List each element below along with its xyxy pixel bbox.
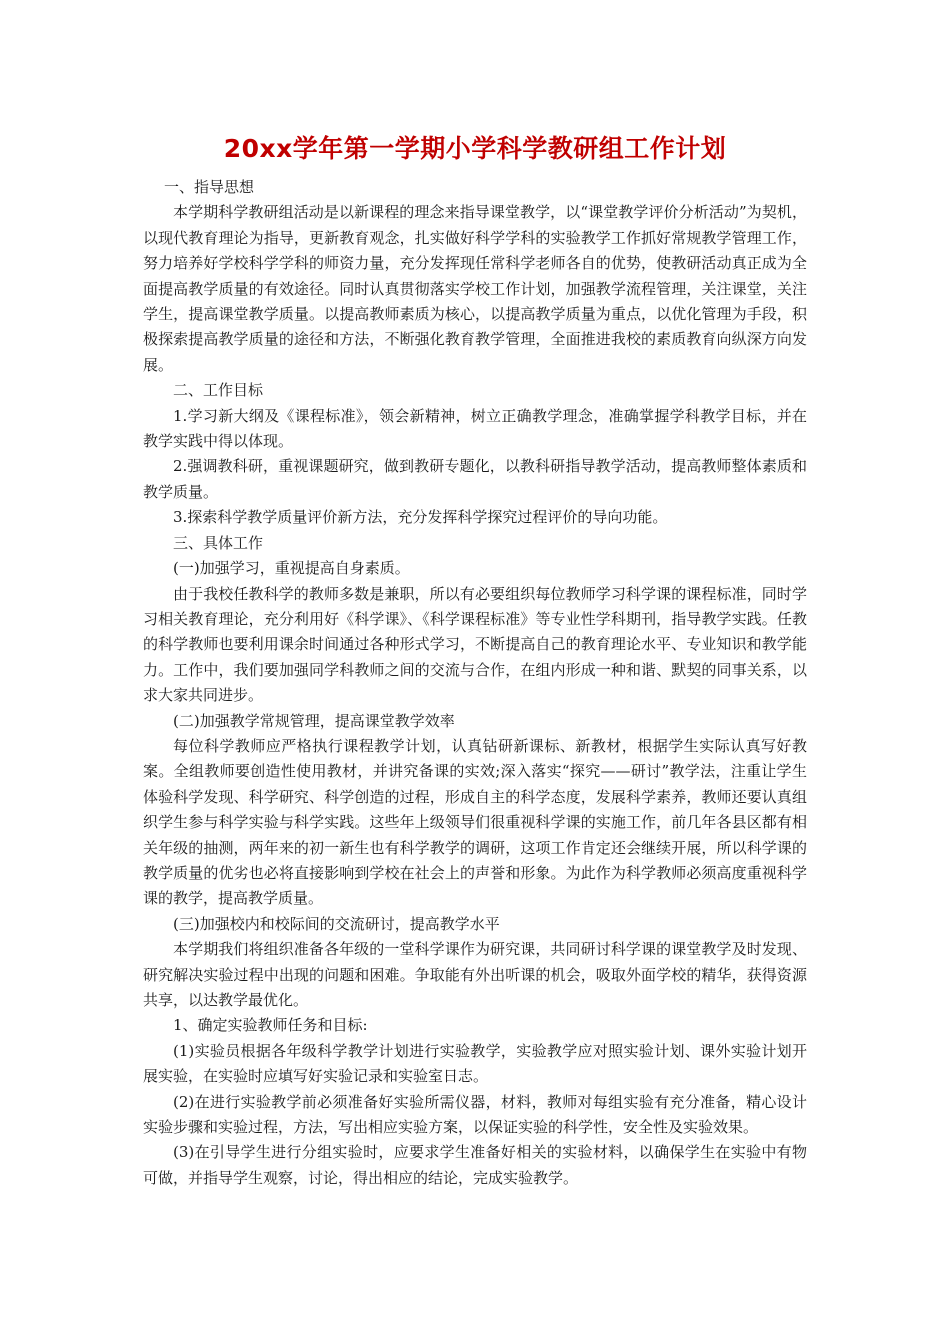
document-title: 20xx学年第一学期小学科学教研组工作计划: [223, 134, 727, 163]
list-item: (1)实验员根据各年级科学教学计划进行实验教学，实验教学应对照实验计划、课外实验计划开展实验，在实验时应填写好实验记录和实验室日志。: [143, 1041, 807, 1086]
subsection-heading: (一)加强学习，重视提高自身素质。: [173, 559, 410, 578]
paragraph: 3.探索科学教学质量评价新方法，充分发挥科学探究过程评价的导向功能。: [173, 508, 668, 527]
section-heading: 一、指导思想: [164, 178, 255, 196]
list-heading: 1、确定实验教师任务和目标:: [173, 1016, 368, 1035]
paragraph: 1.学习新大纲及《课程标准》，领会新精神，树立正确教学理念，准确掌握学科教学目标，并在教学实践中得以体现。: [143, 406, 807, 451]
paragraph: 2.强调教科研，重视课题研究，做到教研专题化，以教科研指导教学活动，提高教师整体素质和教学质量。: [143, 457, 807, 501]
subsection-heading: (二)加强教学常规管理，提高课堂教学效率: [173, 711, 455, 730]
section-heading: 二、工作目标: [173, 381, 264, 400]
document-body: [143, 175, 807, 1191]
list-item: (3)在引导学生进行分组实验时，应要求学生准备好相关的实验材料，以确保学生在实验中有物可做，并指导学生观察，讨论，得出相应的结论，完成实验教学。: [143, 1143, 807, 1187]
paragraph: 本学期我们将组织准备各年级的一堂科学课作为研究课，共同研讨科学课的课堂教学及时发现、研究解决实验过程中出现的问题和困难。争取能有外出听课的机会，吸取外面学校的精华，获得资源共享，以达教学最优化。: [143, 940, 807, 1009]
paragraph: 本学期科学教研组活动是以新课程的理念来指导课堂教学，以“课堂教学评价分析活动”为契机，以现代教育理论为指导，更新教育观念，扎实做好科学学科的实验教学工作抓好常规教学管理工作，努力培养好学校科学学科的师资力量，充分发挥现任常科学老师各自的优势，使教研活动真正成为全面提高教学质量的有效途径。同时认真贯彻落实学校工作计划，加强教学流程管理，关注课堂，关注学生，提高课堂教学质量。以提高教师素质为核心，以提高教学质量为重点，以优化管理为手段，积极探索提高教学质量的途径和方法，不断强化教育教学管理，全面推进我校的素质教育向纵深方向发展。: [143, 203, 807, 374]
list-item: (2)在进行实验教学前必须准备好实验所需仪器，材料，教师对每组实验有充分准备，精心设计实验步骤和实验过程，方法，写出相应实验方案，以保证实验的科学性，安全性及实验效果。: [143, 1092, 807, 1137]
paragraph: 由于我校任教科学的教师多数是兼职，所以有必要组织每位教师学习科学课的课程标准，同时学习相关教育理论，充分利用好《科学课》、《科学课程标准》等专业性学科期刊，指导教学实践。任教的科学教师也要利用课余时间通过各种形式学习，不断提高自己的教育理论水平、专业知识和教学能力。工作中，我们要加强同学科教师之间的交流与合作，在组内形成一种和谐、默契的同事关系，以求大家共同进步。: [143, 584, 807, 705]
paragraph: 每位科学教师应严格执行课程教学计划，认真钻研新课标、新教材，根据学生实际认真写好教案。全组教师要创造性使用教材，并讲究备课的实效;深入落实“探究——研讨”教学法，注重让学生体验科学发现、科学研究、科学创造的过程，形成自主的科学态度，发展科学素养，教师还要认真组织学生参与科学实验与科学实践。这些年上级领导们很重视科学课的实施工作，前几年各县区都有相关年级的抽测，两年来的初一新生也有科学教学的调研，这项工作肯定还会继续开展，所以科学课的教学质量的优劣也必将直接影响到学校在社会上的声誉和形象。为此作为科学教师必须高度重视科学课的教学，提高教学质量。: [143, 736, 807, 908]
subsection-heading: (三)加强校内和校际间的交流研讨，提高教学水平: [173, 914, 500, 933]
section-heading: 三、具体工作: [173, 533, 264, 552]
